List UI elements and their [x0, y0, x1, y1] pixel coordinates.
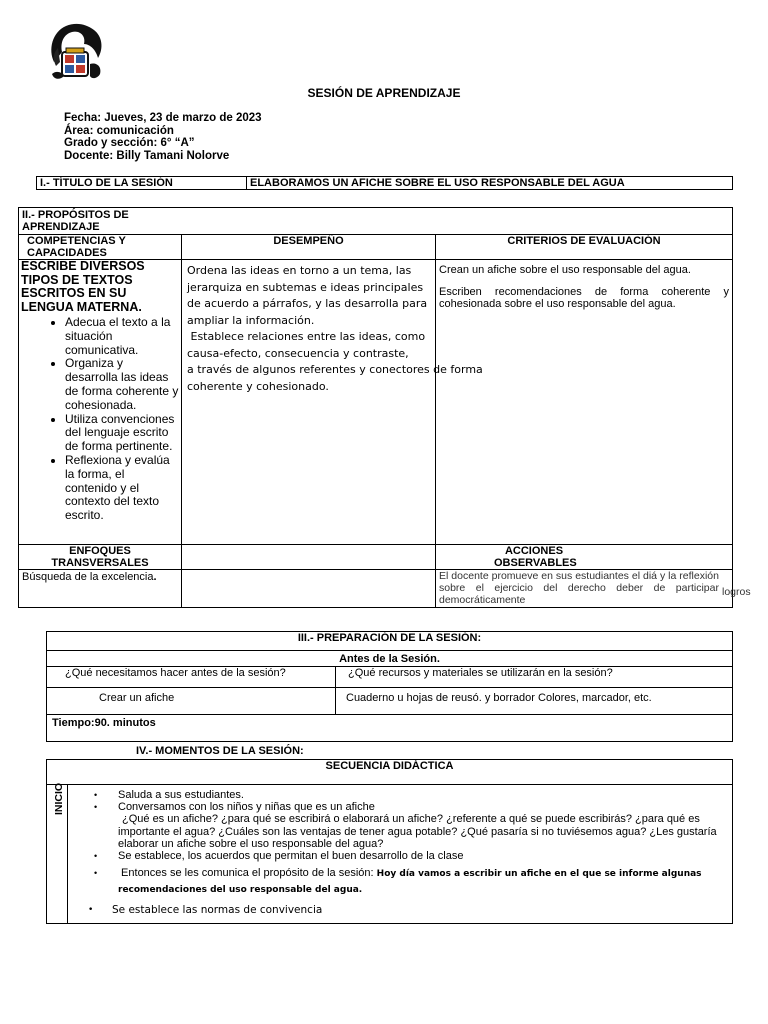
section3-title: III.- PREPARACIÓN DE LA SESIÓN:	[47, 632, 733, 651]
sequence-item: • Conversamos con los niños y niñas que es un afiche	[118, 801, 726, 813]
answer-needs: Crear un afiche	[47, 688, 336, 715]
sequence-questions: ¿Qué es un afiche? ¿para qué se escribirá o elaborará un afiche? ¿referente a qué se puede escribirás? ¿para qué es importante el agua? ¿Cuáles son las ventajas de tener agua potable? ¿Qué pasaría si no tuviésemos agua? ¿Les gustaría elaborar un afiche sobre el uso responsable del agua?	[118, 813, 717, 850]
competencias-cell	[19, 260, 182, 545]
accion-cell	[436, 570, 751, 608]
section3-subtitle: Antes de la Sesión.	[47, 651, 733, 667]
section4-title: IV.- MOMENTOS DE LA SESIÓN:	[136, 745, 304, 757]
inicio-list-2	[68, 850, 726, 916]
header-criterios: CRITERIOS DE EVALUACIÓN	[436, 235, 733, 260]
enfoque-dot: .	[153, 571, 157, 583]
question-needs: ¿Qué necesitamos hacer antes de la sesión?	[47, 667, 336, 688]
accion-value: El docente promueve en sus estudiantes el diá y la reflexión sobre el ejercicio del derecho deber de participar democráticamente	[439, 570, 719, 606]
inicio-list	[68, 789, 726, 813]
capacidad-item: • Organiza y desarrolla las ideas de forma coherente y cohesionada.	[65, 357, 179, 412]
capacidad-item: • Adecua el texto a la situación comunicativa.	[65, 316, 179, 357]
header-grado: Grado y sección: 6° “A”	[64, 137, 195, 149]
sequence-item: • Saluda a sus estudiantes.	[118, 789, 726, 801]
header-acciones: ACCIONES OBSERVABLES	[494, 545, 577, 569]
capacidad-item: • Utiliza convenciones del lenguaje escrito de forma pertinente.	[65, 413, 179, 454]
purpose-intro: Entonces se les comunica el propósito de la sesión:	[118, 867, 377, 880]
sequence-item-purpose	[118, 866, 726, 898]
header-enfoques: ENFOQUES TRANSVERSALES	[19, 545, 182, 570]
section1-label: I.- TÍTULO DE LA SESIÓN	[37, 177, 247, 190]
tiempo-value: Tiempo:90. minutos	[47, 715, 733, 742]
inicio-label: INICIO	[53, 782, 65, 815]
desempeno-cell: Ordena las ideas en torno a un tema, las jerarquiza en subtemas e ideas principales de acuerdo a párrafos, y las desarrolla para ampliar la información. Establece relaciones entre las ideas, como causa-efecto, consecuencia y contraste, a través de algunos referentes y conectores de forma coherente y cohesionado.	[182, 260, 436, 545]
capacidad-item: • Reflexiona y evalúa la forma, el contenido y el contexto del texto escrito.	[65, 454, 179, 523]
criterios-cell	[436, 260, 733, 545]
sequence-item: • Se establece, los acuerdos que permitan el buen desarrollo de la clase	[118, 850, 726, 862]
document-title: SESIÓN DE APRENDIZAJE	[307, 86, 461, 100]
enfoque-value: Búsqueda de la excelencia	[22, 571, 154, 583]
header-area: Área: comunicación	[64, 124, 174, 137]
header-fecha: Fecha: Jueves, 23 de marzo de 2023	[64, 112, 262, 124]
header-docente: Docente: Billy Tamani Nolorve	[64, 149, 230, 162]
moments-table	[46, 759, 733, 924]
question-resources: ¿Qué recursos y materiales se utilizarán en la sesión?	[336, 667, 733, 688]
section-title-table	[36, 176, 733, 190]
purposes-table	[18, 207, 751, 608]
header-desempeno: DESEMPEÑO	[182, 235, 436, 260]
inicio-content	[68, 785, 733, 924]
capacidades-list	[21, 316, 179, 523]
preparation-table	[46, 631, 733, 742]
session-header	[64, 112, 262, 162]
school-logo	[46, 22, 104, 82]
section1-value: ELABORAMOS UN AFICHE SOBRE EL USO RESPONSABLE DEL AGUA	[247, 177, 733, 190]
secuencia-header: SECUENCIA DIDÁCTICA	[47, 760, 733, 785]
enfoque-cell	[19, 570, 182, 608]
header-competencias: COMPETENCIAS Y CAPACIDADES	[19, 235, 182, 260]
criterio-item: Crean un afiche sobre el uso responsable del agua.	[439, 264, 691, 276]
sequence-item: • Se establece las normas de convivencia	[112, 904, 720, 916]
competencia-title: ESCRIBE DIVERSOS TIPOS DE TEXTOS ESCRITOS EN SU LENGUA MATERNA.	[21, 259, 145, 314]
logros-label: logros	[722, 586, 751, 598]
purpose-statement: Hoy día vamos a escribir un afiche en el que se informe algunas recomendaciones del uso responsable del agua.	[118, 869, 702, 896]
criterio-item: Escriben recomendaciones de forma coherente y cohesionada sobre el uso responsable del agua.	[439, 286, 729, 310]
answer-resources: Cuaderno u hojas de reusó. y borrador Colores, marcador, etc.	[336, 688, 733, 715]
section2-label: II.- PROPÓSITOS DE APRENDIZAJE	[22, 209, 129, 233]
